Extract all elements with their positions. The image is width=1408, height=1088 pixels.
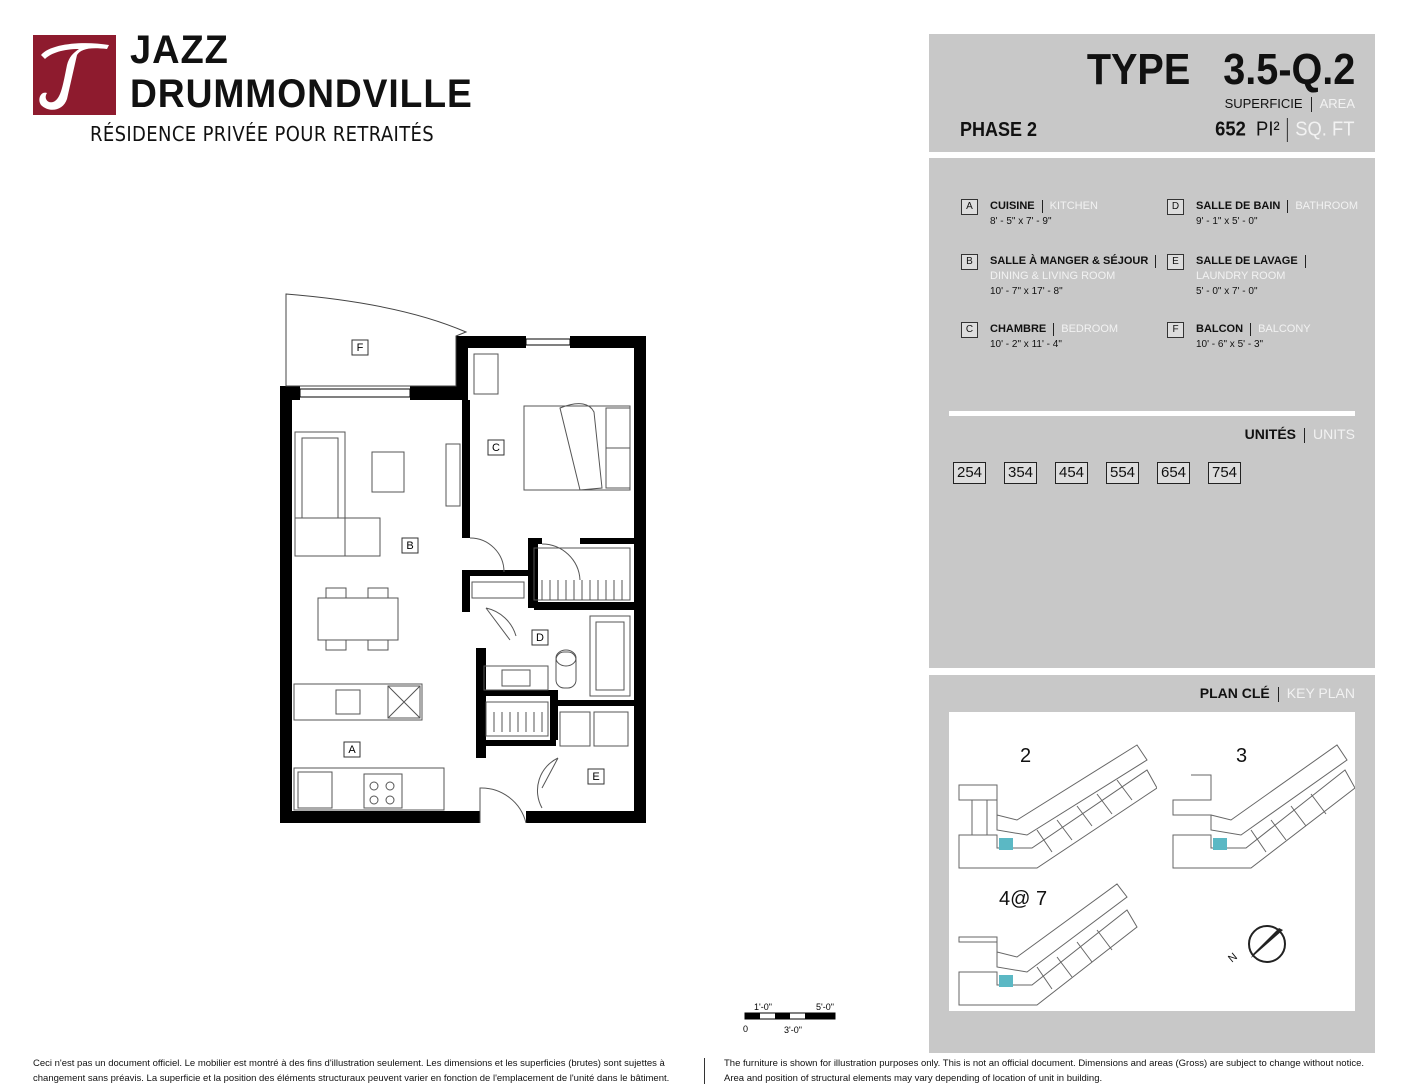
floor-2-key-plan: [957, 740, 1157, 870]
unit-number: 554: [1106, 462, 1139, 484]
units-list: [953, 462, 1241, 484]
floor-plan: [280, 288, 652, 828]
key-plan-heading-en: KEY PLAN: [1286, 685, 1355, 701]
footer-disclaimer-fr: Ceci n'est pas un document officiel. Le mobilier est montré à des fins d'illustration seulement. Les dimensions et les superficies (brutes) sont sujettes à changement sans préavis. La superficie et la position des éléments structuraux peuvent varier en fonction de l'emplacement de l'unité dans le bâtiment.: [33, 1058, 670, 1084]
units-heading-fr: UNITÉS: [1244, 426, 1296, 442]
room-letter: F: [1167, 322, 1184, 338]
area-label-fr: SUPERFICIE: [1224, 96, 1303, 111]
phase-label: PHASE 2: [960, 119, 1038, 141]
plan-label-d: D: [536, 632, 544, 644]
footer-separator: [704, 1058, 705, 1084]
scale-label-bottom-left: 0: [743, 1024, 749, 1034]
rooms-panel: [929, 158, 1375, 668]
floor-4-7-key-plan: [957, 882, 1147, 1007]
floor-label: 4@ 7: [999, 888, 1048, 910]
area-label-en: AREA: [1319, 96, 1355, 111]
room-name-en: BALCONY: [1258, 323, 1311, 335]
key-plan-area: [949, 712, 1355, 1011]
unit-number: 254: [953, 462, 986, 484]
section-divider: [949, 411, 1355, 416]
floor-label: 2: [1020, 745, 1032, 767]
plan-label-e: E: [592, 771, 600, 783]
room-letter: C: [961, 322, 978, 338]
room-name-fr: SALLE DE LAVAGE: [1196, 255, 1298, 267]
room-dims: 10' - 2" x 11' - 4": [990, 339, 1062, 350]
area-unit-fr: PI²: [1256, 118, 1281, 141]
unit-highlight: [999, 975, 1013, 987]
room-letter: E: [1167, 254, 1184, 270]
room-name-fr: CHAMBRE: [990, 323, 1047, 335]
floor-label: 3: [1236, 745, 1248, 767]
key-plan-heading: [1200, 685, 1355, 702]
room-letter: B: [961, 254, 978, 270]
key-plan-heading-fr: PLAN CLÉ: [1199, 685, 1270, 701]
plan-label-c: C: [492, 442, 500, 454]
footer-disclaimer-en: The furniture is shown for illustration purposes only. This is not an official document. Dimensions and areas (Gross) are subject to change without notice. Area and position of structural elements may vary depending of location of unit in building.: [724, 1058, 1364, 1084]
header-panel: [929, 34, 1375, 152]
scale-label-top-left: 1'-0": [754, 1002, 772, 1012]
plan-label-a: A: [348, 744, 356, 756]
room-name-fr: SALLE À MANGER & SÉJOUR: [990, 255, 1149, 267]
room-dims: 9' - 1" x 5' - 0": [1196, 216, 1258, 227]
unit-number: 354: [1004, 462, 1037, 484]
area-value: [1216, 118, 1355, 142]
logo-title-line1: JAZZ: [130, 28, 229, 72]
logo-title-line2: DRUMMONDVILLE: [130, 72, 473, 116]
north-arrow-icon: [1231, 920, 1291, 976]
room-name-fr: CUISINE: [990, 200, 1035, 212]
logo-mark-icon: [33, 35, 116, 115]
floor-3-key-plan: [1171, 740, 1355, 870]
room-dims: 5' - 0" x 7' - 0": [1196, 286, 1258, 297]
room-name-en: LAUNDRY ROOM: [1196, 270, 1286, 282]
area-number: 652: [1215, 118, 1247, 141]
room-dims: 8' - 5" x 7' - 9": [990, 216, 1052, 227]
room-letter: D: [1167, 199, 1184, 215]
unit-type-title: TYPE 3.5-Q.2: [1086, 45, 1355, 94]
area-label: [1225, 96, 1355, 112]
scale-label-top-right: 5'-0": [816, 1002, 834, 1012]
scale-bar: [740, 1000, 840, 1040]
logo-tagline: RÉSIDENCE PRIVÉE POUR RETRAITÉS: [90, 122, 435, 146]
scale-label-bottom-mid: 3'-0": [784, 1025, 802, 1035]
unit-number: 454: [1055, 462, 1088, 484]
north-label: N: [1226, 950, 1240, 966]
unit-highlight: [999, 838, 1013, 850]
plan-label-f: F: [356, 342, 364, 354]
room-name-en: DINING & LIVING ROOM: [990, 270, 1116, 282]
plan-label-b: B: [406, 540, 414, 552]
area-unit-en: SQ. FT: [1295, 118, 1355, 141]
unit-highlight: [1213, 838, 1227, 850]
room-name-en: KITCHEN: [1049, 200, 1098, 212]
room-name-en: BEDROOM: [1061, 323, 1119, 335]
key-plan-panel: [929, 675, 1375, 1053]
unit-number: 654: [1157, 462, 1190, 484]
room-name-fr: BALCON: [1196, 323, 1244, 335]
room-name-fr: SALLE DE BAIN: [1196, 200, 1281, 212]
room-letter: A: [961, 199, 978, 215]
unit-number: 754: [1208, 462, 1241, 484]
room-dims: 10' - 6" x 5' - 3": [1196, 339, 1264, 350]
units-heading-en: UNITS: [1313, 426, 1355, 442]
room-name-en: BATHROOM: [1295, 200, 1359, 212]
units-heading: [1245, 426, 1355, 443]
room-dims: 10' - 7" x 17' - 8": [990, 286, 1063, 297]
